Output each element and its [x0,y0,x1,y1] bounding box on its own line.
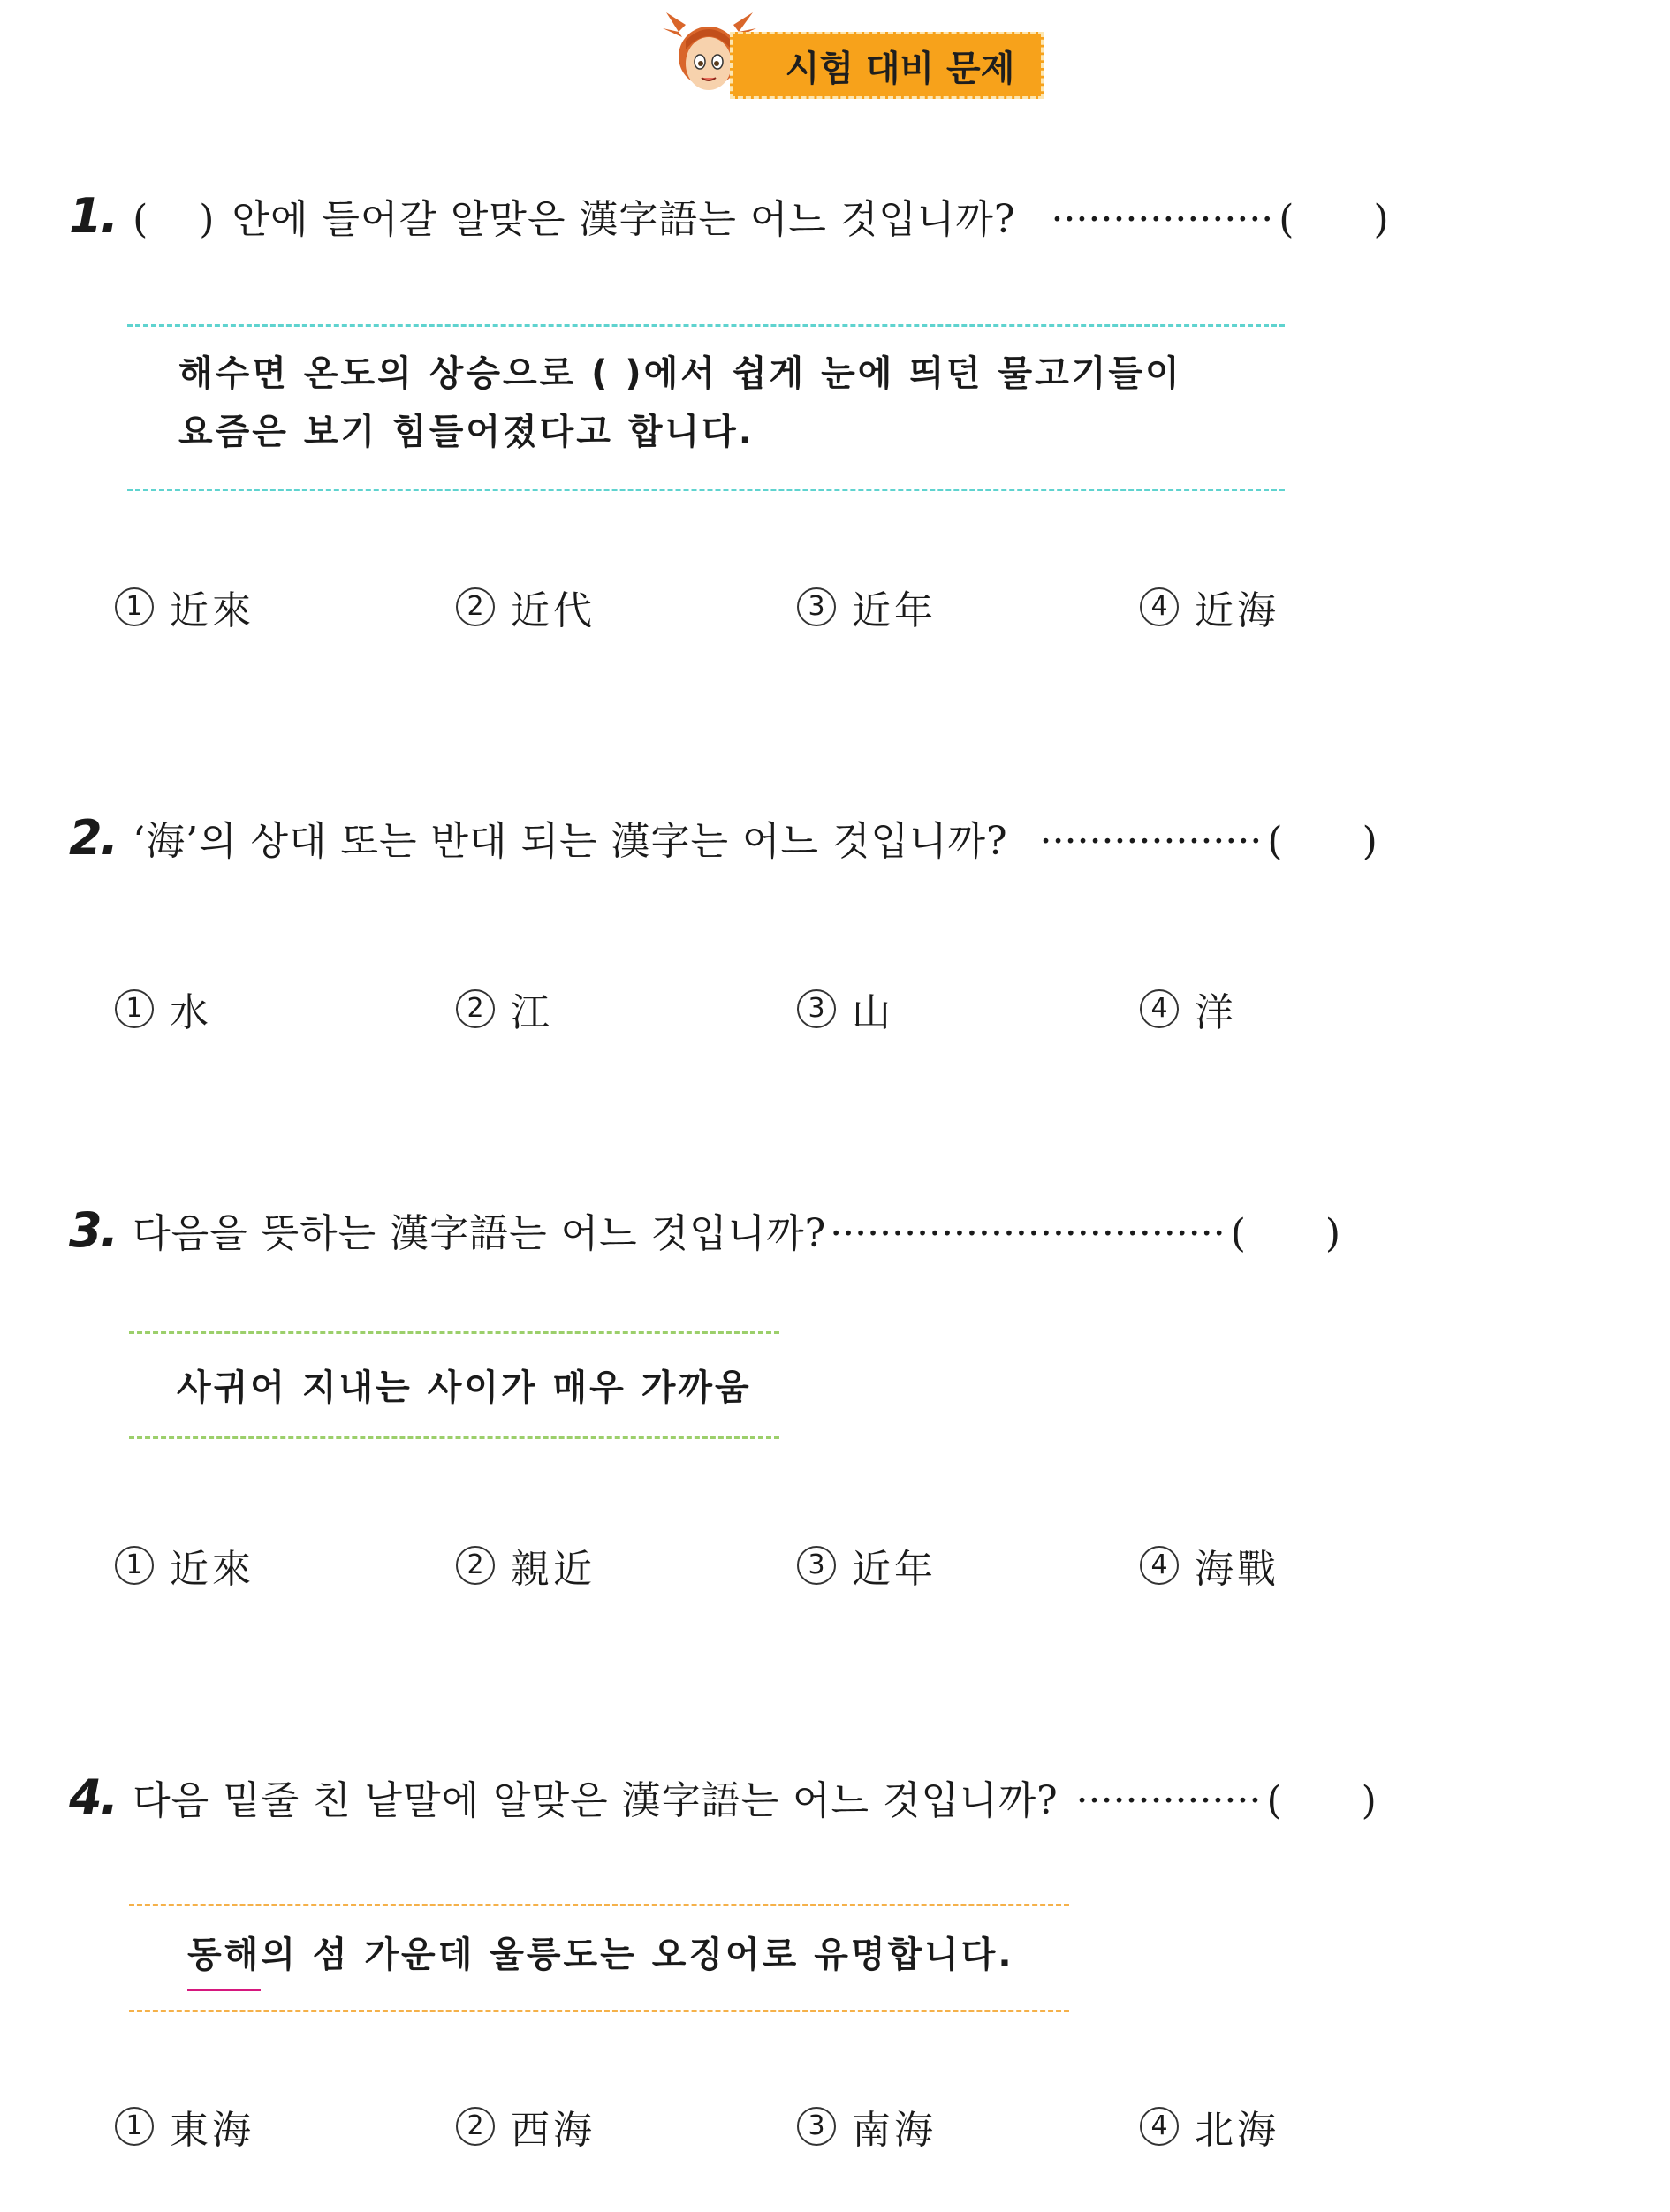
underlined-word: 동해 [187,1926,261,1984]
option-2-1[interactable] [115,981,212,1037]
option-value: 親近 [511,1547,596,1592]
passage-top-border [129,1904,1069,1906]
option-value: 西海 [511,2108,596,2153]
question-number: 4. [69,1769,118,1825]
leader-dots: ································ [830,1211,1226,1256]
option-value: 近年 [852,588,937,633]
option-value: 近來 [170,1547,254,1592]
option-marker: 4 [1140,587,1179,626]
option-value: 海戰 [1195,1547,1279,1592]
passage-bottom-border [127,489,1285,491]
passage-line: 요즘은 보기 힘들어졌다고 합니다. [178,412,755,452]
option-value: 東海 [170,2108,254,2153]
option-value: 水 [170,990,212,1035]
question-3-line [69,1201,1340,1258]
blank-paren-open: ( [133,197,148,242]
option-marker: 1 [115,587,154,626]
option-3-1[interactable] [115,1537,254,1594]
question-1-line [69,187,1389,244]
passage-top-border [129,1331,779,1334]
question-number: 2. [69,810,118,866]
question-text: 다음을 뜻하는 漢字語는 어느 것입니까? [133,1211,827,1256]
option-value: 洋 [1195,990,1237,1035]
option-marker: 3 [797,2107,836,2146]
option-value: 近來 [170,588,254,633]
passage-rest: 의 섬 가운데 울릉도는 오징어로 유명합니다. [261,1935,1014,1975]
option-4-2[interactable] [456,2098,596,2155]
passage-top-border [127,324,1285,327]
option-3-4[interactable] [1140,1537,1279,1594]
passage-line: 사귀어 지내는 사이가 매우 가까움 [177,1367,752,1408]
answer-paren-close: ) [1325,1211,1341,1256]
passage-1 [178,345,1182,461]
option-value: 近代 [511,588,596,633]
option-value: 北海 [1195,2108,1279,2153]
option-marker: 2 [456,1546,495,1585]
option-3-3[interactable] [797,1537,937,1594]
option-marker: 3 [797,587,836,626]
option-2-2[interactable] [456,981,553,1037]
option-value: 近海 [1195,588,1279,633]
leader-dots: ·················· [1039,819,1263,864]
question-number: 3. [69,1202,118,1258]
option-marker: 4 [1140,989,1179,1028]
option-marker: 2 [456,2107,495,2146]
answer-paren-open: ( [1230,1211,1246,1256]
option-value: 南海 [852,2108,937,2153]
answer-paren-close: ) [1362,819,1378,864]
option-1-3[interactable] [797,579,937,635]
option-2-3[interactable] [797,981,894,1037]
option-1-1[interactable] [115,579,254,635]
option-4-3[interactable] [797,2098,937,2155]
option-1-4[interactable] [1140,579,1279,635]
option-value: 近年 [852,1547,937,1592]
passage-3 [177,1359,752,1417]
passage-bottom-border [129,2010,1069,2012]
option-marker: 4 [1140,2107,1179,2146]
option-marker: 3 [797,1546,836,1585]
option-3-2[interactable] [456,1537,596,1594]
answer-paren-open: ( [1279,197,1294,242]
question-text: 안에 들어갈 알맞은 漢字語는 어느 것입니까? [232,197,1016,242]
option-marker: 2 [456,587,495,626]
blank-paren-close: ) [199,197,215,242]
leader-dots: ·················· [1051,197,1274,242]
passage-bottom-border [129,1436,779,1439]
question-2-line [69,809,1378,866]
option-1-2[interactable] [456,579,596,635]
answer-paren-close: ) [1373,197,1389,242]
passage-line: 해수면 온도의 상승으로 ( )에서 쉽게 눈에 띄던 물고기들이 [178,353,1182,394]
option-marker: 1 [115,2107,154,2146]
question-number: 1. [69,188,118,244]
option-4-1[interactable] [115,2098,254,2155]
header-title: 시험 대비 문제 [730,32,1044,99]
option-2-4[interactable] [1140,981,1237,1037]
answer-paren-open: ( [1266,1778,1282,1823]
option-4-4[interactable] [1140,2098,1279,2155]
leader-dots: ··············· [1075,1778,1262,1823]
option-value: 山 [852,990,894,1035]
passage-4 [187,1926,1014,1984]
option-marker: 1 [115,1546,154,1585]
header-badge [661,5,1050,102]
question-text: 다음 밑줄 친 낱말에 알맞은 漢字語는 어느 것입니까? [133,1778,1059,1823]
question-4-line [69,1769,1377,1825]
answer-paren-open: ( [1267,819,1283,864]
option-marker: 2 [456,989,495,1028]
option-value: 江 [511,990,553,1035]
option-marker: 3 [797,989,836,1028]
answer-paren-close: ) [1361,1778,1377,1823]
option-marker: 1 [115,989,154,1028]
option-marker: 4 [1140,1546,1179,1585]
question-text: ‘海’의 상대 또는 반대 되는 漢字는 어느 것입니까? [133,819,1008,864]
